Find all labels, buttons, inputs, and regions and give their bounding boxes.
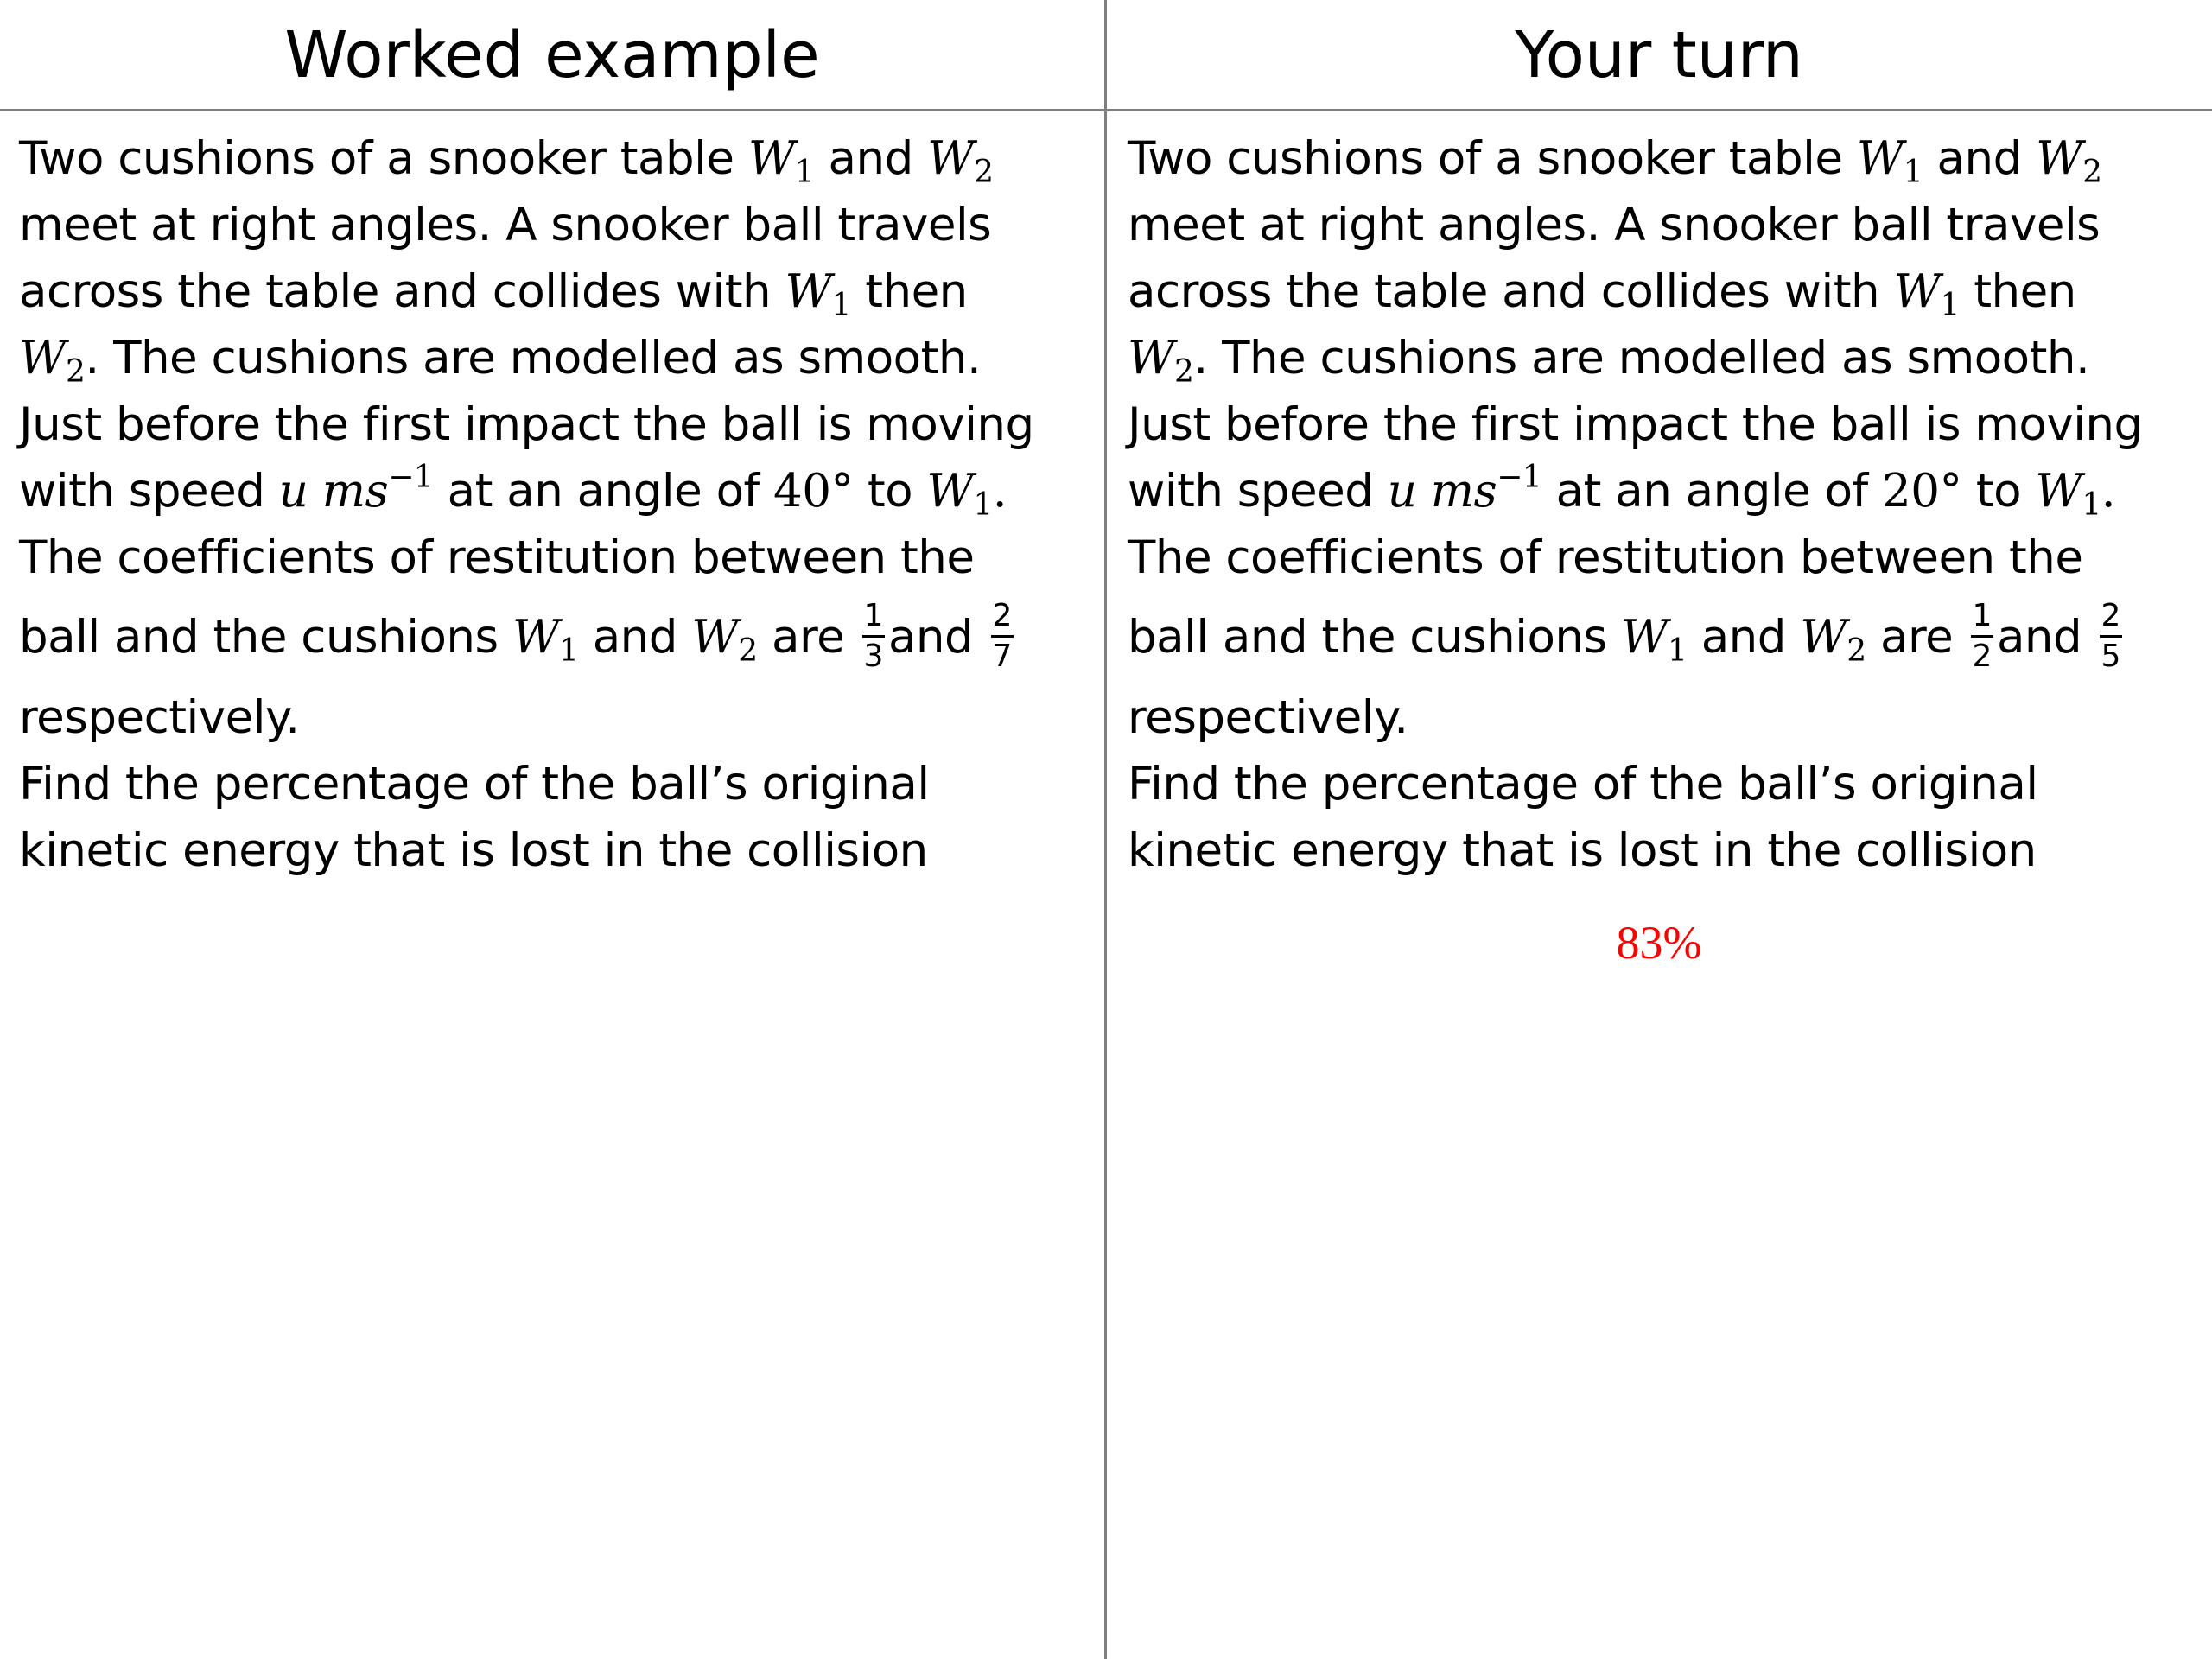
restitution-w1-fraction: $\frac{1}{3}$ (863, 597, 883, 674)
problem-line (1128, 524, 2203, 591)
text: meet at right angles. A snooker ball travels (19, 199, 992, 251)
your-turn-problem (1128, 125, 2203, 884)
problem-line (1128, 684, 2203, 751)
text: then (850, 265, 968, 318)
problem-line: with speed u $ms^{-1}$ at an angle of 20° to $W_1$. (1128, 460, 2116, 523)
worked-example-header: Worked example (284, 18, 820, 92)
problem-line (19, 258, 1095, 325)
problem-line (1128, 192, 2203, 258)
text: are (757, 611, 859, 664)
text: with speed (19, 465, 279, 518)
text: meet at right angles. A snooker ball travels (1128, 199, 2101, 251)
text: Two cushions of a snooker table (19, 132, 748, 185)
math-w1: $W_1$ (2035, 465, 2101, 523)
restitution-w2-fraction: $\frac{2}{7}$ (992, 597, 1012, 674)
text: . The cushions are modelled as smooth. (1193, 332, 2090, 385)
math-w2: $W_2$ (1128, 332, 1194, 390)
problem-line (19, 684, 1095, 751)
text: The coefficients of restitution between the (1128, 531, 2083, 584)
text: and (1996, 611, 2082, 664)
text: Just before the first impact the ball is moving (1128, 398, 2143, 451)
text: kinetic energy that is lost in the collision (1128, 824, 2037, 877)
math-ms: $ms^{-1}$ (321, 460, 434, 518)
math-w1: $W_1$ (1856, 132, 1923, 190)
text: across the table and collides with (19, 265, 785, 318)
text: to (1961, 465, 2036, 518)
text: Find the percentage of the ball’s original (19, 758, 930, 810)
problem-line (1128, 817, 2203, 884)
worked-example-column (0, 0, 1104, 1659)
problem-line (19, 817, 1095, 884)
text: Find the percentage of the ball’s original (1128, 758, 2038, 810)
math-w1: $W_1$ (1620, 611, 1688, 669)
text: then (1959, 265, 2076, 318)
problem-line (1128, 591, 2203, 684)
text: across the table and collides with (1128, 265, 1894, 318)
math-w2: $W_2$ (2036, 132, 2102, 190)
math-w1: $W_1$ (926, 465, 993, 523)
math-w2: $W_2$ (927, 132, 994, 190)
angle-value: 20° (1882, 465, 1962, 518)
problem-line (19, 192, 1095, 258)
problem-line (1128, 325, 2203, 391)
text: with speed (1128, 465, 1388, 518)
text: at an angle of (1541, 465, 1883, 518)
problem-line (1128, 391, 2203, 458)
text: kinetic energy that is lost in the collision (19, 824, 928, 877)
problem-line (19, 325, 1095, 391)
text: Two cushions of a snooker table (1128, 132, 1857, 185)
worked-example-problem (19, 125, 1095, 884)
text: The coefficients of restitution between the (19, 531, 975, 584)
text: and (887, 611, 974, 664)
text: respectively. (19, 691, 300, 744)
text: Just before the first impact the ball is moving (19, 398, 1034, 451)
problem-line (19, 591, 1095, 684)
math-ms: $ms^{-1}$ (1430, 460, 1542, 518)
text: and (578, 611, 692, 664)
math-w2: $W_2$ (1800, 611, 1866, 669)
problem-line (1128, 751, 2203, 817)
text: and (1687, 611, 1801, 664)
answer-text: 83% (1616, 917, 1702, 969)
restitution-w1-fraction: $\frac{1}{2}$ (1972, 597, 1992, 674)
math-w1: $W_1$ (512, 611, 579, 669)
math-u: u (278, 465, 308, 518)
text: . The cushions are modelled as smooth. (85, 332, 982, 385)
problem-line (19, 751, 1095, 817)
your-turn-column (1107, 0, 2211, 1659)
text: at an angle of (433, 465, 774, 518)
math-w1: $W_1$ (1893, 265, 1960, 323)
math-w2: $W_2$ (691, 611, 758, 669)
text: ball and the cushions (1128, 611, 1621, 664)
math-u: u (1387, 465, 1417, 518)
problem-line (1128, 258, 2203, 325)
problem-line (19, 125, 1095, 192)
text: to (853, 465, 927, 518)
problem-line (19, 524, 1095, 591)
text: and (1923, 132, 2037, 185)
text: ball and the cushions (19, 611, 512, 664)
problem-line: with speed u $ms^{-1}$ at an angle of 40° to $W_1$. (19, 460, 1007, 523)
math-w1: $W_1$ (785, 265, 851, 323)
text: are (1866, 611, 1967, 664)
text: respectively. (1128, 691, 1408, 744)
your-turn-header: Your turn (1515, 18, 1803, 92)
math-w2: $W_2$ (19, 332, 86, 390)
problem-line (1128, 125, 2203, 192)
text: and (814, 132, 928, 185)
restitution-w2-fraction: $\frac{2}{5}$ (2101, 597, 2120, 674)
math-w1: $W_1$ (747, 132, 815, 190)
angle-value: 40° (773, 465, 854, 518)
problem-line (19, 391, 1095, 458)
